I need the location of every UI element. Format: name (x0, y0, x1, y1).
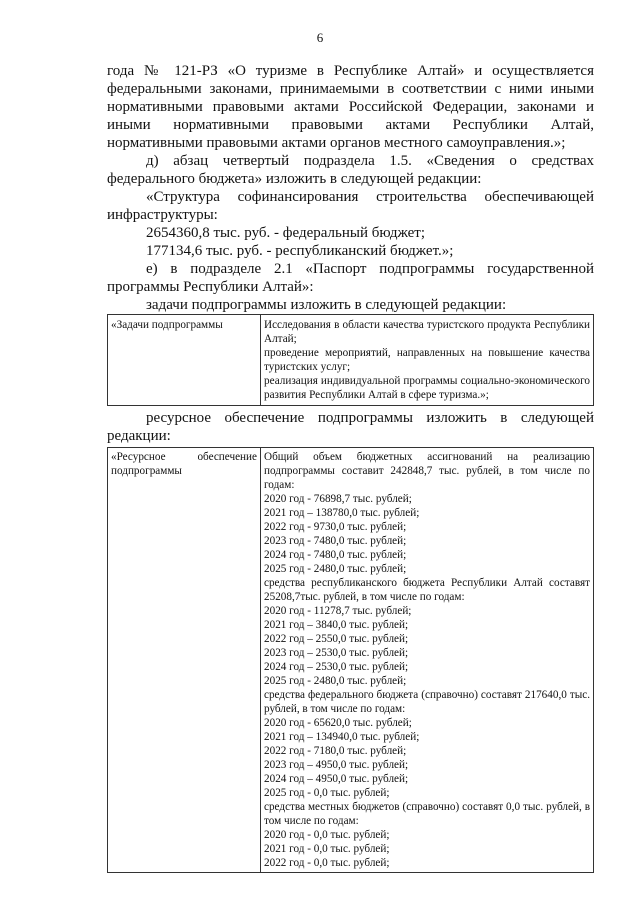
resource-line: 2021 год – 134940,0 тыс. рублей; (264, 731, 420, 743)
resource-line: 2024 год - 7480,0 тыс. рублей; (264, 549, 407, 561)
resources-content-cell (261, 448, 594, 873)
tasks-content-cell (261, 315, 594, 406)
resource-line: 2020 год - 65620,0 тыс. рублей; (264, 717, 412, 729)
tasks-label: «Задачи подпрограммы (111, 319, 223, 331)
resources-table (107, 447, 594, 873)
resource-line: 2020 год - 11278,7 тыс. рублей; (264, 605, 412, 617)
resource-line: 2023 год – 4950,0 тыс. рублей; (264, 759, 409, 771)
resource-line: средства местных бюджетов (справочно) составят 0,0 тыс. рублей, в том числе по годам: (264, 801, 590, 827)
resources-label: «Ресурсное обеспечение подпрограммы (111, 451, 257, 477)
resource-line: 2021 год - 0,0 тыс. рублей; (264, 843, 390, 855)
table-row (108, 315, 594, 406)
resource-line: 2025 год - 2480,0 тыс. рублей; (264, 563, 407, 575)
paragraph-item-d: д) абзац четвертый подраздела 1.5. «Сведения о средствах федерального бюджета» изложить в следующей редакции: (107, 153, 594, 187)
task-line: реализация индивидуальной программы социально-экономического развития Республики Алтай в сфере туризма.»; (264, 375, 590, 401)
resource-line: средства федерального бюджета (справочно) составят 217640,0 тыс. рублей, в том числе по годам: (264, 689, 590, 715)
tasks-label-cell (108, 315, 261, 406)
resource-line: 2022 год - 9730,0 тыс. рублей; (264, 521, 407, 533)
paragraph-resources-intro: ресурсное обеспечение подпрограммы изложить в следующей редакции: (107, 410, 594, 444)
resource-line: 2023 год - 7480,0 тыс. рублей; (264, 535, 407, 547)
resource-line: 2020 год - 76898,7 тыс. рублей; (264, 493, 412, 505)
resource-line: средства республиканского бюджета Республики Алтай составят 25208,7тыс. рублей, в том числе по годам: (264, 577, 590, 603)
resources-label-cell (108, 448, 261, 873)
resource-line: 2022 год - 7180,0 тыс. рублей; (264, 745, 407, 757)
resource-line: 2024 год – 2530,0 тыс. рублей; (264, 661, 409, 673)
paragraph-republic-budget: 177134,6 тыс. руб. - республиканский бюджет.»; (146, 243, 454, 259)
resource-line: 2023 год – 2530,0 тыс. рублей; (264, 647, 409, 659)
resource-line: 2022 год - 0,0 тыс. рублей; (264, 857, 390, 869)
paragraph-tasks-intro: задачи подпрограммы изложить в следующей редакции: (146, 297, 507, 313)
paragraph-structure: «Структура софинансирования строительства обеспечивающей инфраструктуры: (107, 189, 594, 223)
task-line: проведение мероприятий, направленных на повышение качества туристских услуг; (264, 347, 590, 373)
tasks-table (107, 314, 594, 406)
document-body (107, 62, 594, 873)
resource-line: 2025 год - 2480,0 тыс. рублей; (264, 675, 407, 687)
resource-line: 2024 год – 4950,0 тыс. рублей; (264, 773, 409, 785)
resource-line: 2021 год – 138780,0 тыс. рублей; (264, 507, 420, 519)
resource-line: 2021 год – 3840,0 тыс. рублей; (264, 619, 409, 631)
resource-line: 2025 год - 0,0 тыс. рублей; (264, 787, 390, 799)
task-line: Исследования в области качества туристского продукта Республики Алтай; (264, 319, 590, 345)
paragraph-law-reference: года № 121-РЗ «О туризме в Республике Алтай» и осуществляется федеральными законами, принимаемыми в соответствии с ними иными нормативными правовыми актами Российской Федерации, законами и иными нормативными правовыми актами Республики Алтай, нормативными правовыми актами органов местного самоуправления.»; (107, 63, 594, 151)
paragraph-federal-budget: 2654360,8 тыс. руб. - федеральный бюджет; (146, 225, 425, 241)
page-number: 6 (316, 30, 324, 45)
paragraph-item-e: е) в подразделе 2.1 «Паспорт подпрограммы государственной программы Республики Алтай»: (107, 261, 594, 295)
resource-line: Общий объем бюджетных ассигнований на реализацию подпрограммы составит 242848,7 тыс. рублей, в том числе по годам: (264, 451, 590, 491)
resource-line: 2022 год – 2550,0 тыс. рублей; (264, 633, 409, 645)
resource-line: 2020 год - 0,0 тыс. рублей; (264, 829, 390, 841)
table-row (108, 448, 594, 873)
